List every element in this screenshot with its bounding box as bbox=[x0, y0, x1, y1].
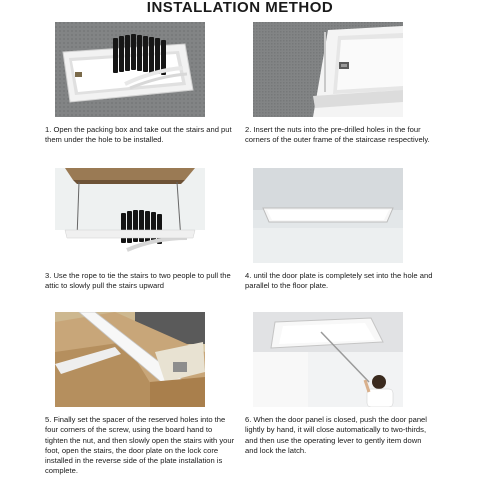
step-1-photo bbox=[55, 22, 205, 117]
step-5-caption: 5. Finally set the spacer of the reserved holes into the four corners of the screw, using the board hand to tighten the nut, and then slowly open the stairs with your foot, open the stairs, the door plate on the lock core installed in the reverse side of the plate installation is complete. bbox=[45, 415, 235, 476]
step-4-photo bbox=[253, 168, 403, 263]
step-1-caption: 1. Open the packing box and take out the stairs and put them under the hole to be installed. bbox=[45, 125, 232, 145]
step-5 bbox=[45, 312, 235, 477]
step-2 bbox=[245, 22, 435, 146]
closing-panel-with-lever-image bbox=[253, 312, 403, 407]
page-title: INSTALLATION METHOD bbox=[146, 0, 334, 16]
step-6 bbox=[245, 312, 435, 456]
step-3 bbox=[45, 168, 235, 292]
step-4 bbox=[245, 168, 435, 292]
step-6-photo bbox=[253, 312, 403, 407]
door-plate-in-ceiling-image bbox=[253, 168, 403, 263]
frame-corner-nut-image bbox=[253, 22, 403, 117]
step-6-caption: 6. When the door panel is closed, push the door panel lightly by hand, it will close automatically to two-thirds, and then use the operating lever to gently item down and lock the latch. bbox=[245, 415, 427, 455]
folding-stairs-in-box-image bbox=[55, 22, 205, 117]
step-3-photo bbox=[55, 168, 205, 263]
step-1 bbox=[45, 22, 235, 146]
step-2-photo bbox=[253, 22, 403, 117]
step-3-caption: 3. Use the rope to tie the stairs to two people to pull the attic to slowly pull the stairs upward bbox=[45, 271, 231, 291]
stairs-lifted-with-ropes-image bbox=[55, 168, 205, 263]
spacer-corner-installation-image bbox=[55, 312, 205, 407]
step-5-photo bbox=[55, 312, 205, 407]
step-2-caption: 2. Insert the nuts into the pre-drilled holes in the four corners of the outer frame of the staircase respectively. bbox=[245, 125, 430, 145]
step-4-caption: 4. until the door plate is completely set into the hole and parallel to the floor plate. bbox=[245, 271, 433, 291]
